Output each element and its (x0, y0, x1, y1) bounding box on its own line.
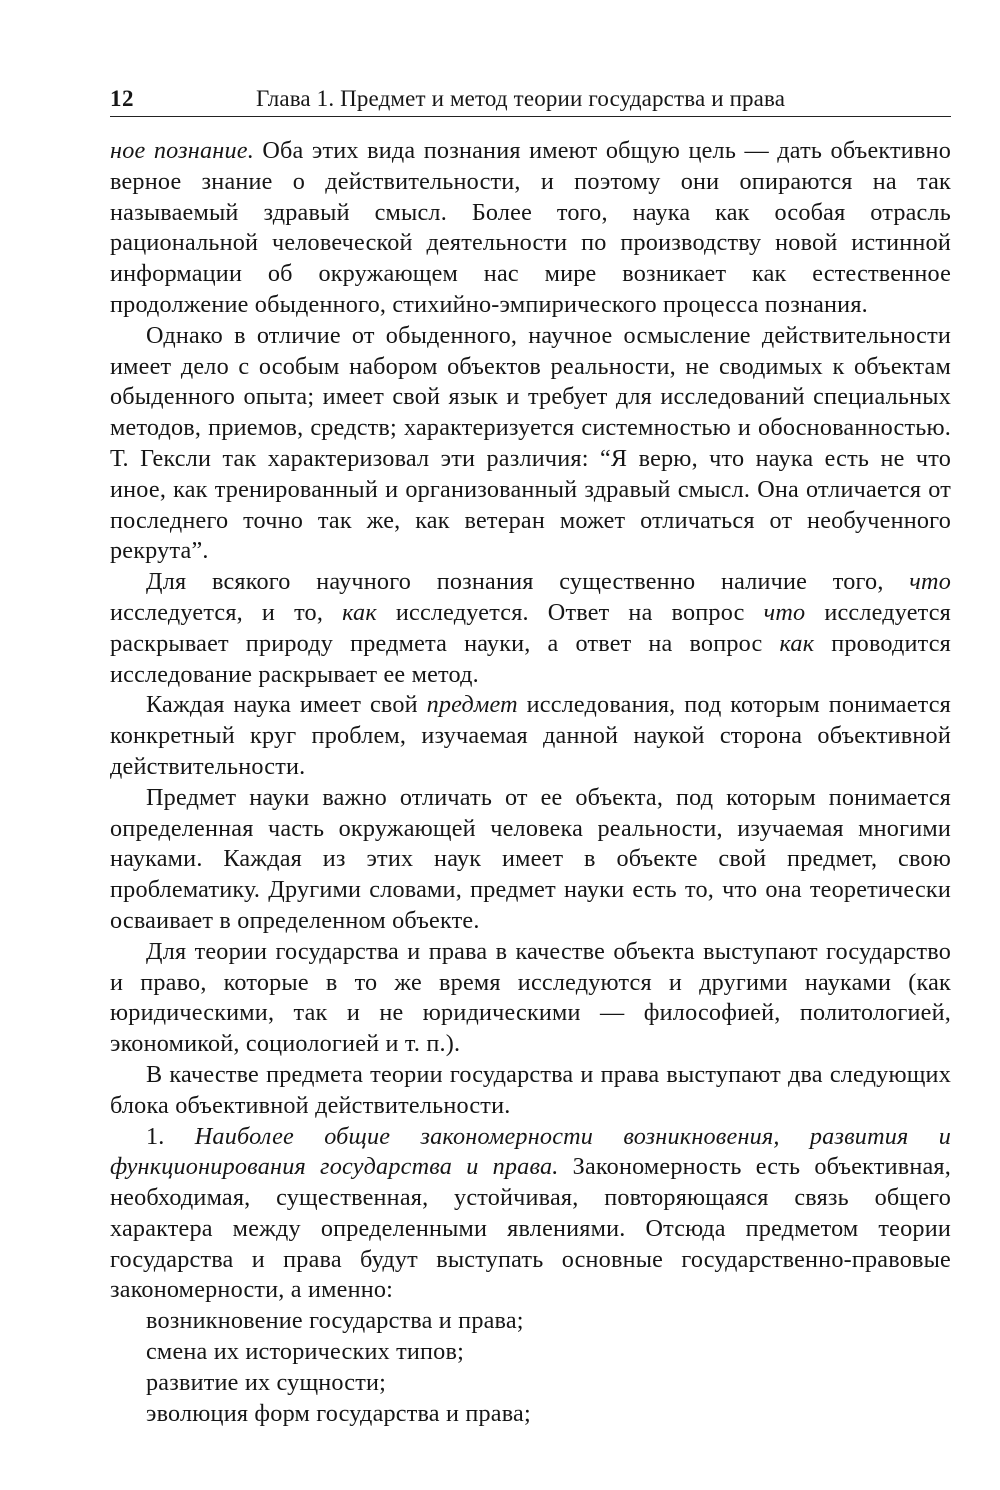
list-item: возникновение государства и права; (146, 1307, 524, 1335)
paragraph-3 (110, 567, 951, 690)
paragraph-8 (110, 1122, 951, 1307)
paragraph-7: В качестве предмета теории государства и права выступают два следующих блока объективной действительности. (110, 1060, 951, 1119)
list-item: смена их исторических типов; (146, 1338, 465, 1366)
italic-heading: Наиболее общие закономерности возникновения, развития и функционирования государства и права. (110, 1122, 951, 1181)
italic-term: как (342, 598, 377, 626)
paragraph-text: Оба этих вида познания имеют общую цель — дать объективно верное знание о действительности, и поэтому они опираются на так называемый здравый смысл. Более того, наука как особая отрасль рациональной человеческой деятельности по производству новой истинной информации об окружающем нас мире возникает как естественное продолжение обыденного, стихийно-эмпирического процесса познания. (110, 137, 951, 318)
list-item: эволюция форм государства и права; (146, 1399, 531, 1427)
paragraph-text: Закономерность есть объективная, необходимая, существенная, устойчивая, повторяющаяся связь общего характера между определенными явлениями. Отсюда предметом теории государства и права будут выступать основные государственно-правовые закономерности, а именно: (110, 1153, 951, 1304)
italic-term: что (909, 568, 951, 596)
italic-term: как (779, 629, 815, 657)
paragraph-text: исследуется. Ответ на вопрос (376, 598, 764, 626)
paragraph-text: Для всякого научного познания существенно наличие того, (146, 568, 910, 596)
paragraph-text: проводится исследование раскрывает ее метод. (110, 629, 951, 688)
paragraph-text: исследуется раскрывает природу предмета науки, а ответ на вопрос (110, 598, 951, 657)
paragraph-1 (110, 136, 951, 321)
italic-term: что (763, 598, 806, 626)
body-text (110, 136, 951, 1429)
item-number: 1. (146, 1122, 195, 1150)
paragraph-4 (110, 690, 951, 782)
paragraph-5: Предмет науки важно отличать от ее объекта, под которым понимается определенная часть окружающей человека реальности, изучаемая многими науками. Каждая из этих наук имеет в объекте свой предмет, свою проблематику. Другими словами, предмет науки есть то, что она теоретически осваивает в определенном объекте. (110, 783, 951, 934)
paragraph-6: Для теории государства и права в качестве объекта выступают государство и право, которые в то же время исследуются и другими науками (как юридическими, так и не юридическими — философией, политологией, экономикой, социологией и т. п.). (110, 937, 951, 1058)
italic-term: предмет (426, 691, 518, 719)
paragraph-text: исследования, под которым понимается конкретный круг проблем, изучаемая данной наукой сторона объективной действительности. (110, 691, 951, 780)
italic-term: ное познание. (110, 137, 254, 164)
chapter-title: Глава 1. Предмет и метод теории государства и права (256, 86, 786, 111)
running-header (110, 82, 951, 117)
paragraph-text: Каждая наука имеет свой (146, 691, 427, 719)
paragraph-text: исследуется, и то, (110, 598, 343, 626)
list-item: развитие их сущности; (146, 1368, 387, 1396)
page-number: 12 (110, 86, 134, 111)
paragraph-2: Однако в отличие от обыденного, научное осмысление действительности имеет дело с особым набором объектов реальности, не сводимых к объектам обыденного опыта; имеет свой язык и требует для исследований специальных методов, приемов, средств; характеризуется системностью и обоснованностью. Т. Гексли так характеризовал эти различия: “Я верю, что наука есть не что иное, как тренированный и организованный здравый смысл. Она отличается от последнего точно так же, как ветеран может отличаться от необученного рекрута”. (110, 321, 951, 565)
